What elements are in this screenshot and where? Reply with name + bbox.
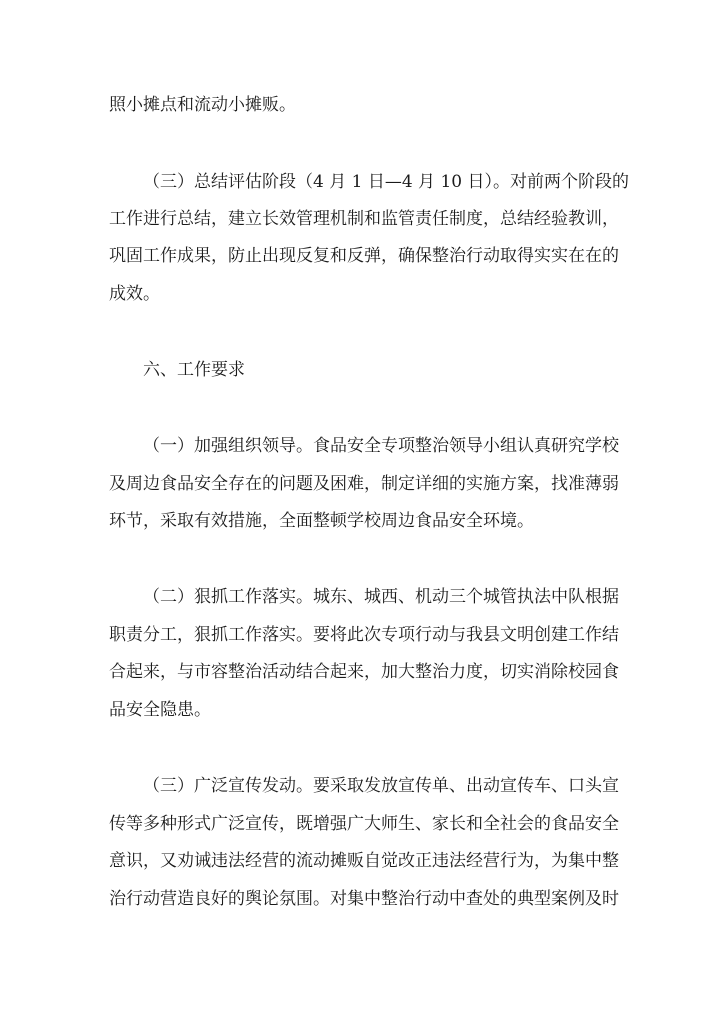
paragraph-line: 治行动营造良好的舆论氛围。对集中整治行动中查处的典型案例及时 — [109, 889, 619, 909]
paragraph-line: 职责分工，狠抓工作落实。要将此次专项行动与我县文明创建工作结 — [109, 625, 619, 645]
paragraph-line: 合起来，与市容整治活动结合起来，加大整治力度，切实消除校园食 — [109, 662, 619, 682]
paragraph-line: 及周边食品安全存在的问题及困难，制定详细的实施方案，找准薄弱 — [109, 474, 619, 494]
paragraph-line: 成效。 — [109, 284, 160, 304]
paragraph-line: 照小摊点和流动小摊贩。 — [109, 95, 296, 115]
paragraph-line: 传等多种形式广泛宣传，既增强广大师生、家长和全社会的食品安全 — [109, 814, 619, 834]
paragraph-line: （三）广泛宣传发动。要采取发放宣传单、出动宣传车、口头宣 — [143, 776, 619, 796]
paragraph-line: （三）总结评估阶段（4 月 1 日—4 月 10 日）。对前两个阶段的 — [143, 172, 630, 192]
paragraph-line: 环节，采取有效措施，全面整顿学校周边食品安全环境。 — [109, 511, 534, 531]
paragraph-line: （一）加强组织领导。食品安全专项整治领导小组认真研究学校 — [143, 436, 619, 456]
paragraph-line: 工作进行总结，建立长效管理机制和监管责任制度，总结经验教训， — [109, 209, 619, 229]
paragraph-line: 品安全隐患。 — [109, 700, 211, 720]
paragraph-line: 巩固工作成果，防止出现反复和反弹，确保整治行动取得实实在在的 — [109, 246, 619, 266]
paragraph-line: （二）狠抓工作落实。城东、城西、机动三个城管执法中队根据 — [143, 587, 619, 607]
section-heading: 六、工作要求 — [143, 360, 245, 380]
paragraph-line: 意识，又劝诫违法经营的流动摊贩自觉改正违法经营行为，为集中整 — [109, 851, 619, 871]
